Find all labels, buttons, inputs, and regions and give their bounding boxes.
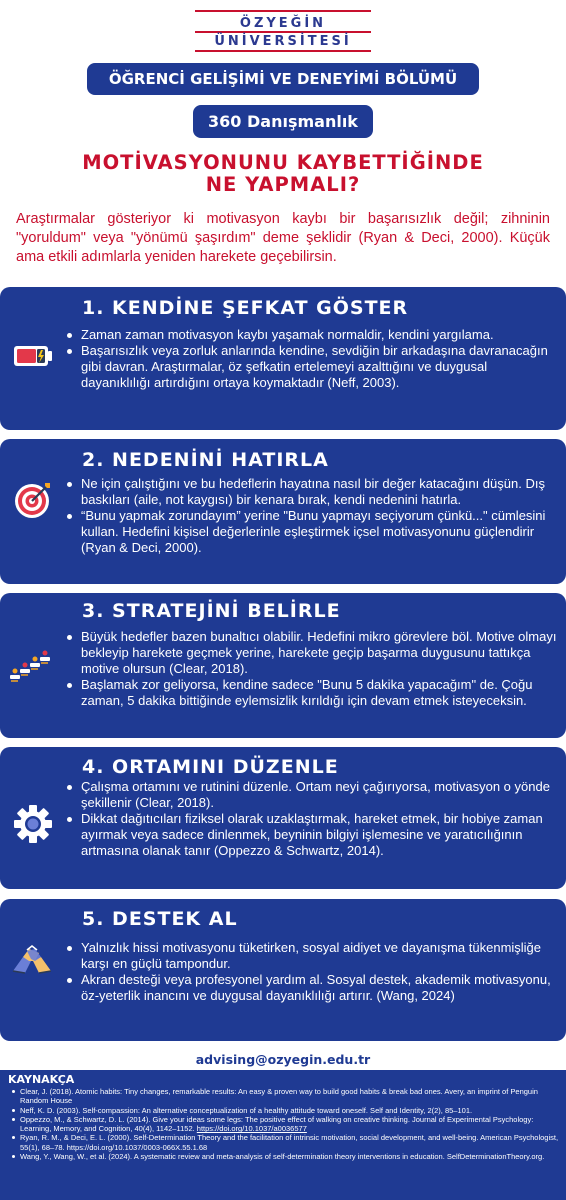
- section-bullets: [64, 476, 558, 556]
- section-heading: 1. KENDİNE ŞEFKAT GÖSTER: [82, 297, 409, 319]
- section-heading: 4. ORTAMINI DÜZENLE: [82, 756, 339, 778]
- section-card-environment: [0, 747, 566, 889]
- section-heading: 5. DESTEK AL: [82, 908, 238, 930]
- reference-item: [8, 1106, 560, 1115]
- bullet-item: Zaman zaman motivasyon kaybı yaşamak normaldir, kendini yargılama.: [64, 327, 558, 343]
- bullet-item: Başarısızlık veya zorluk anlarında kendine, sevdiğin bir arkadaşına davranacağın gibi davran. Araştırmalar, öz şefkatin ertelemeyi azalttığını ve duygusal dayanıklılığı artırdığını ortaya koymaktadır (Neff, 2003).: [64, 343, 558, 391]
- bullet-item: Yalnızlık hissi motivasyonu tüketirken, sosyal aidiyet ve dayanışma tükenmişliğe karşı en güçlü tampondur.: [64, 940, 558, 972]
- references-list: [8, 1087, 560, 1161]
- section-heading: 3. STRATEJİNİ BELİRLE: [82, 600, 341, 622]
- references-heading: KAYNAKÇA: [8, 1073, 75, 1086]
- reference-item: [8, 1087, 560, 1106]
- section-bullets: [64, 779, 558, 859]
- bullet-item: “Bunu yapmak zorundayım” yerine "Bunu yapmayı seçiyorum çünkü..." cümlesini kullan. Hedefini kişisel değerlerinle eşleştirmek içsel motivasyonunu güçlendirir (Ryan & Deci, 2000).: [64, 508, 558, 556]
- section-card-strategy: [0, 593, 566, 738]
- reference-item: [8, 1115, 560, 1134]
- reference-text: Wang, Y., Wang, W., et al. (2024). A systematic review and meta-analysis of self-determination theory interventions in education. SelfDeterminationTheory.org.: [20, 1152, 545, 1162]
- logo-line-2: ÜNİVERSİTESİ: [214, 34, 352, 49]
- section-bullets: [64, 629, 558, 709]
- references-panel: [0, 1070, 566, 1200]
- page-title-line-2: NE YAPMALI?: [205, 173, 361, 196]
- university-logo: [0, 8, 566, 56]
- section-heading: 2. NEDENİNİ HATIRLA: [82, 449, 329, 471]
- bullet-item: Ne için çalıştığını ve bu hedeflerin hayatına nasıl bir değer katacağını düşün. Dış baskıları (aile, not kaygısı) bir kenara bırak, kendi nedenini hatırla.: [64, 476, 558, 508]
- reference-doi-link[interactable]: https://doi.org/10.1037/a0036577: [196, 1124, 307, 1134]
- service-badge: 360 Danışmanlık: [193, 105, 373, 138]
- reference-item: [8, 1133, 560, 1152]
- target-icon: [12, 479, 54, 521]
- bullet-item: Çalışma ortamını ve rutinini düzenle. Ortam neyi çağırıyorsa, motivasyon o yönde şekillenir (Clear, 2018).: [64, 779, 558, 811]
- logo-bottom-rule: [195, 50, 371, 52]
- bullet-item: Büyük hedefler bazen bunaltıcı olabilir. Hedefini mikro görevlere böl. Motive olmayı bekleyip harekete geçmek yerine, harekete geçip başarma duygusunu tattıkça motive olursun (Clear, 2018).: [64, 629, 558, 677]
- bullet-item: Akran desteği veya profesyonel yardım al. Sosyal destek, akademik motivasyonu, öz-yeterlik inancını ve duygusal dayanıklılığı artırır. (Wang, 2024): [64, 972, 558, 1004]
- reference-item: [8, 1152, 560, 1161]
- page-title: [0, 152, 566, 196]
- stairs-steps-icon: [8, 643, 54, 685]
- section-card-remember-why: [0, 439, 566, 584]
- logo-line-1: ÖZYEĞİN: [239, 16, 327, 31]
- section-card-support: [0, 899, 566, 1041]
- department-banner: ÖĞRENCİ GELİŞİMİ VE DENEYİMİ BÖLÜMÜ: [87, 63, 479, 95]
- bullet-item: Başlamak zor geliyorsa, kendine sadece "Bunu 5 dakika yapacağım" de. Çoğu zaman, 5 dakika bittiğinde eylemsizlik kırıldığı için devam etmek isteyeceksin.: [64, 677, 558, 709]
- page-title-line-1: MOTİVASYONUNU KAYBETTİĞİNDE: [82, 151, 484, 174]
- low-battery-icon: [12, 335, 54, 377]
- logo-middle-rule: [195, 31, 371, 33]
- intro-paragraph: Araştırmalar gösteriyor ki motivasyon kaybı bir başarısızlık değil; zihninin "yoruldum" veya "yönümü şaşırdım" deme şeklidir (Ryan & Deci, 2000). Küçük ama etkili adımlarla yeniden harekete geçebilirsin.: [16, 211, 550, 265]
- section-bullets: [64, 940, 558, 1004]
- reference-text: Ryan, R. M., & Deci, E. L. (2000). Self-Determination Theory and the facilitation of intrinsic motivation, social development, and well-being. American Psychologist, 55(1), 68–78. https://doi.org/10.1037/0003-066X.55.1.68: [20, 1133, 559, 1152]
- bullet-item: Dikkat dağıtıcıları fiziksel olarak uzaklaştırmak, hareket etmek, bir hobiye zaman ayırmak veya sadece dinlenmek, beyninin bilgiyi işlemesine ve yaratıcılığının artmasına olanak tanır (Oppezzo & Schwartz, 2014).: [64, 811, 558, 859]
- contact-email-link[interactable]: advising@ozyegin.edu.tr: [195, 1052, 371, 1067]
- reference-text: Clear, J. (2018). Atomic habits: Tiny changes, remarkable results: An easy & proven way to build good habits & break bad ones. Avery, an imprint of Penguin Random House: [20, 1087, 538, 1106]
- logo-top-rule: [195, 10, 371, 12]
- section-bullets: [64, 327, 558, 391]
- section-card-self-compassion: [0, 287, 566, 430]
- handshake-icon: [9, 937, 55, 979]
- gear-icon: [12, 803, 54, 845]
- reference-text: Oppezzo, M., & Schwartz, D. L. (2014). Give your ideas some legs: The positive effect of walking on creative thinking. Journal of Experimental Psychology: Learning, Memory, and Cognition, 40(4), 1142–1152.: [20, 1114, 534, 1134]
- reference-text: Neff, K. D. (2003). Self-compassion: An alternative conceptualization of a healthy attitude toward oneself. Self and Identity, 2(2), 85–101.: [20, 1105, 473, 1115]
